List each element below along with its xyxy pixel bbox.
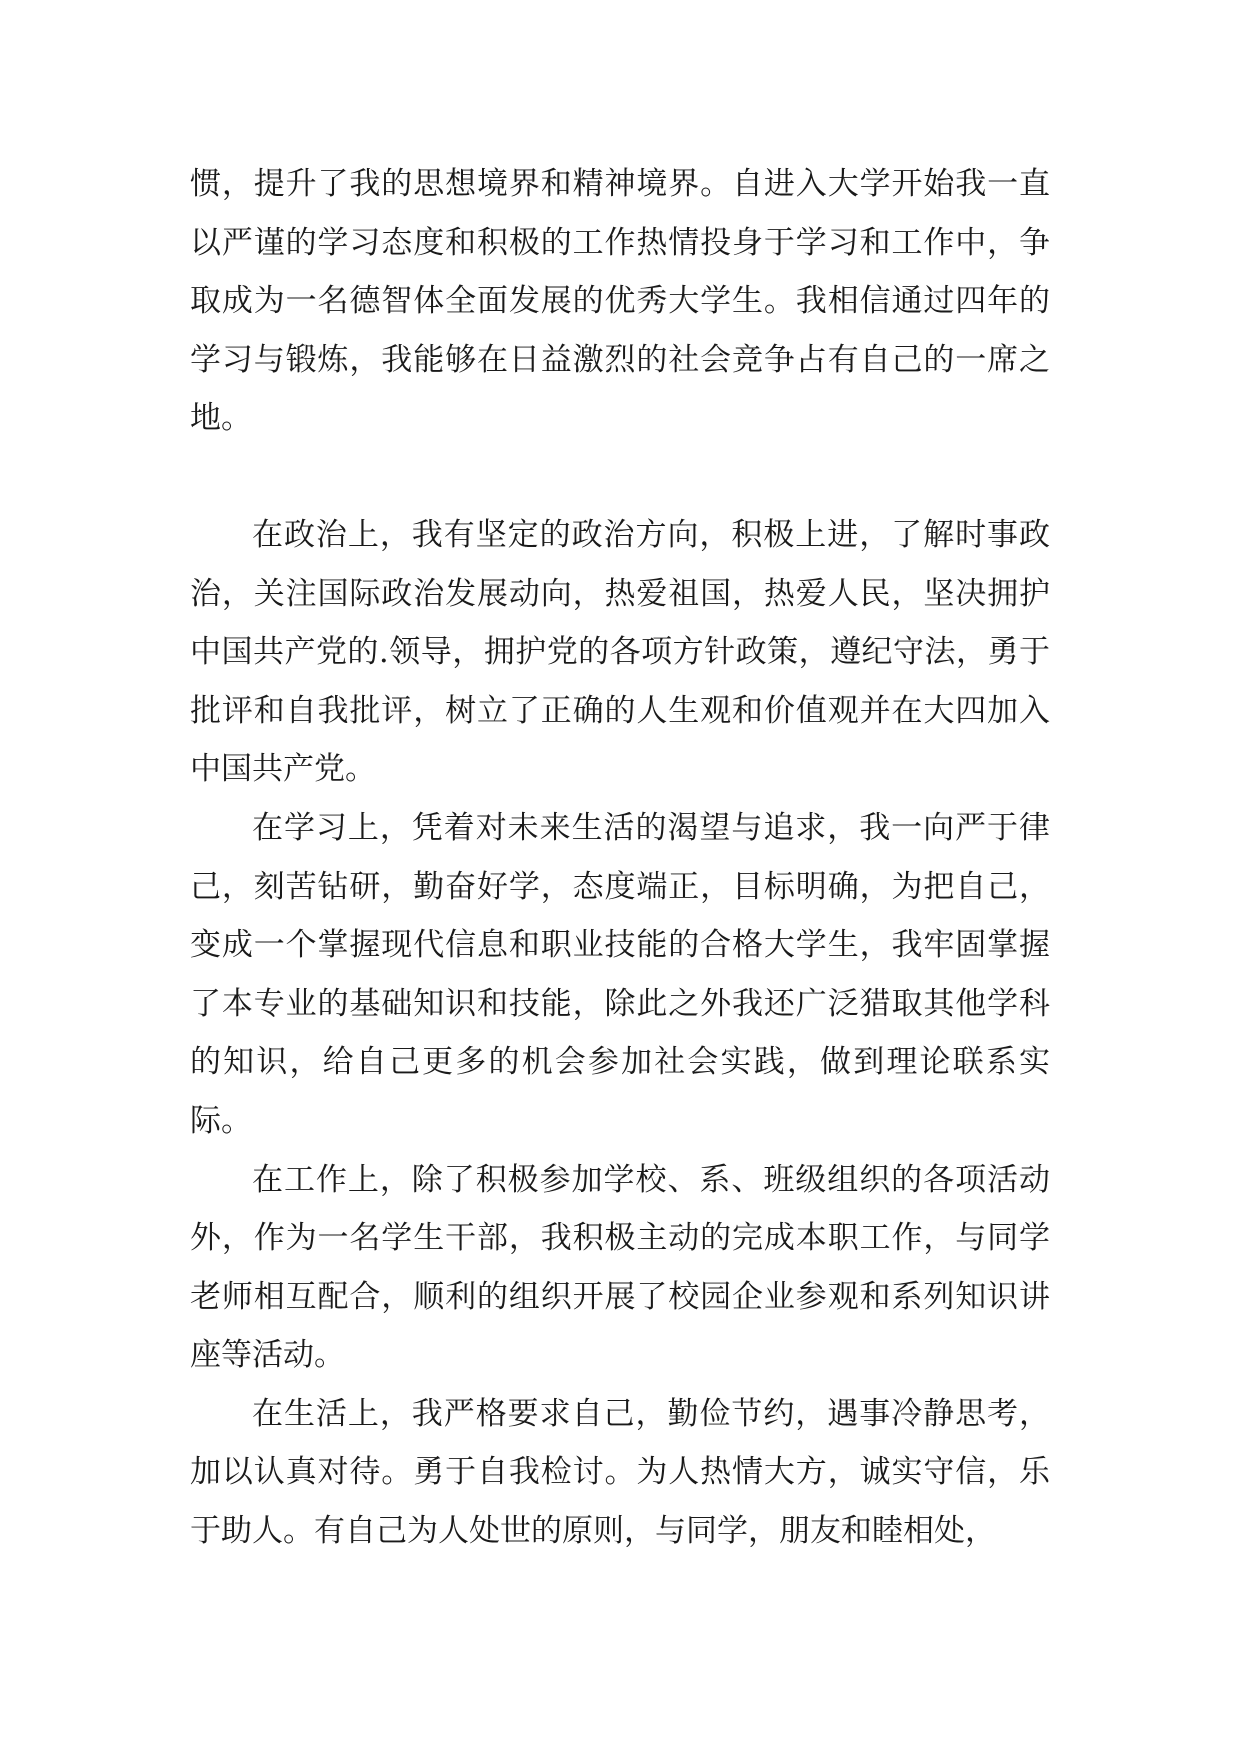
paragraph-continuation: 惯，提升了我的思想境界和精神境界。自进入大学开始我一直以严谨的学习态度和积极的工作热情投身于学习和工作中，争取成为一名德智体全面发展的优秀大学生。我相信通过四年的学习与锻炼，我能够在日益激烈的社会竞争占有自己的一席之地。	[190, 166, 1050, 437]
paragraph-life: 在生活上，我严格要求自己，勤俭节约，遇事冷静思考，加以认真对待。勇于自我检讨。为人热情大方，诚实守信，乐于助人。有自己为人处世的原则，与同学，朋友和睦相处，	[190, 1395, 1050, 1550]
document-body	[190, 155, 1050, 1561]
paragraph-politics: 在政治上，我有坚定的政治方向，积极上进，了解时事政治，关注国际政治发展动向，热爱祖国，热爱人民，坚决拥护中国共产党的.领导，拥护党的各项方针政策，遵纪守法，勇于批评和自我批评，树立了正确的人生观和价值观并在大四加入中国共产党。	[190, 516, 1050, 788]
paragraph-work: 在工作上，除了积极参加学校、系、班级组织的各项活动外，作为一名学生干部，我积极主动的完成本职工作，与同学老师相互配合，顺利的组织开展了校园企业参观和系列知识讲座等活动。	[190, 1161, 1050, 1374]
paragraph-study: 在学习上，凭着对未来生活的渴望与追求，我一向严于律己，刻苦钻研，勤奋好学，态度端正，目标明确，为把自己，变成一个掌握现代信息和职业技能的合格大学生，我牢固掌握了本专业的基础知识和技能，除此之外我还广泛猎取其他学科的知识，给自己更多的机会参加社会实践，做到理论联系实际。	[190, 809, 1050, 1139]
